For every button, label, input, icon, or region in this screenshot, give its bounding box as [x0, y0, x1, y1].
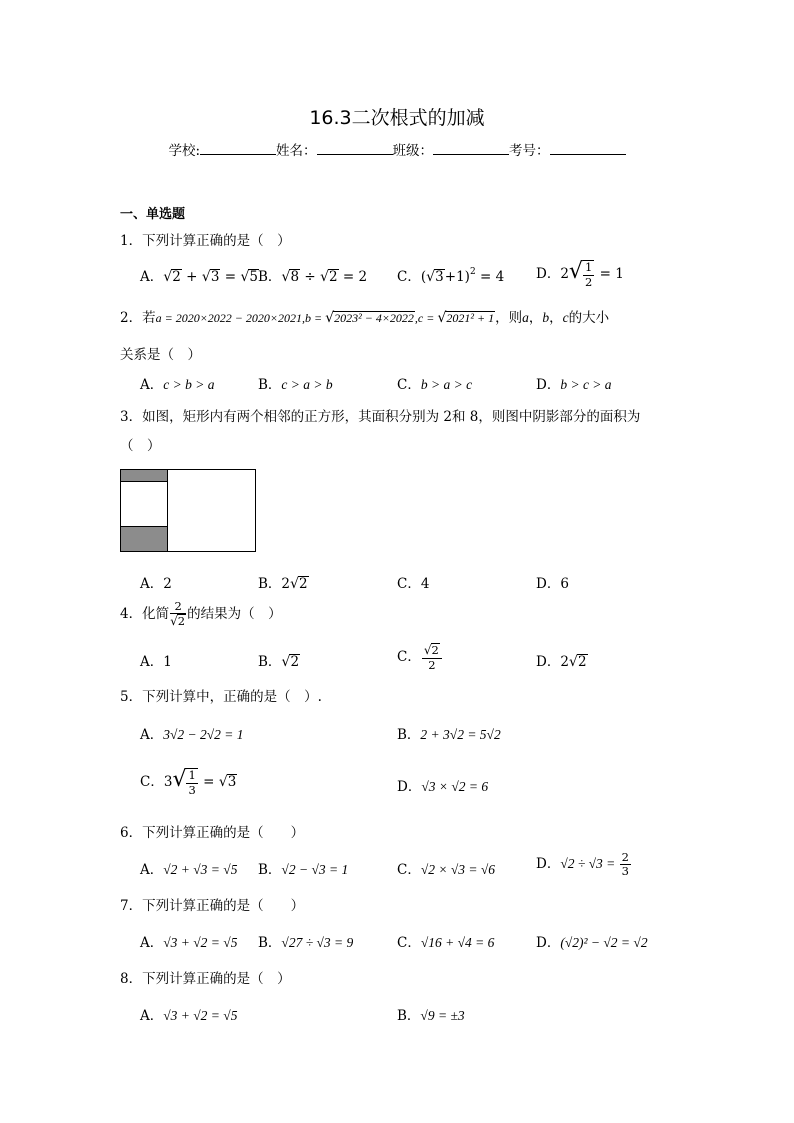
coef: 2 — [560, 654, 569, 670]
option-label: A． — [140, 935, 164, 951]
option-text: √16 + √4 = 6 — [420, 935, 495, 950]
q1-option-a[interactable]: A．√2 + √3 = √5 — [140, 269, 258, 285]
numerator: 2 — [621, 850, 629, 864]
option-text: √2 ÷ √3 = — [560, 856, 619, 872]
q5-option-a[interactable] — [140, 723, 244, 743]
radicand: 5 — [249, 269, 258, 285]
denominator: 2 — [428, 657, 436, 672]
numerator: 2 — [170, 600, 186, 614]
q5-option-b[interactable] — [397, 723, 501, 743]
option-label: D． — [536, 856, 561, 873]
q3-option-d[interactable]: D．6 — [536, 576, 569, 592]
option-label: A． — [140, 862, 164, 878]
question-5-stem: 5．下列计算中，正确的是（ ）. — [120, 689, 322, 705]
shaded-region-bottom — [121, 527, 167, 551]
q4-option-c[interactable]: C． $\frac{√2}{2}$ — [397, 643, 443, 672]
number-label: 考号： — [509, 143, 550, 159]
rectangle-figure — [120, 469, 256, 552]
q6-option-c[interactable] — [397, 858, 495, 878]
radicand: 2 — [328, 269, 338, 285]
option-label: B． — [258, 862, 282, 878]
q2-option-d[interactable] — [536, 373, 612, 393]
option-text: √3 + √2 = √5 — [163, 1008, 238, 1023]
option-text: b > c > a — [560, 377, 612, 392]
result: 4 — [495, 269, 505, 285]
q7-option-c[interactable] — [397, 931, 494, 951]
radicand: 3 — [227, 774, 237, 790]
student-info-line — [0, 139, 794, 159]
var: a — [522, 310, 529, 325]
class-blank[interactable] — [433, 142, 509, 155]
option-label: C． — [397, 269, 421, 285]
q7-option-d[interactable] — [536, 931, 648, 951]
q4-option-b[interactable]: B．√2 — [258, 654, 300, 670]
question-1-stem: 1．下列计算正确的是（ ） — [120, 233, 291, 249]
q3-option-b[interactable]: B．2√2 — [258, 576, 308, 592]
q6-option-a[interactable] — [140, 858, 237, 878]
option-label: C． — [397, 935, 421, 951]
radicand: 2 — [172, 269, 181, 285]
radicand: 2021² + 1 — [446, 311, 495, 325]
option-label: D． — [536, 654, 561, 670]
option-text: (√2)² − √2 = √2 — [560, 935, 648, 950]
q4-option-d[interactable]: D．2√2 — [536, 654, 587, 670]
section-heading: 一、单选题 — [120, 207, 186, 222]
question-2-stem: 2．若a = 2020×2022 − 2020×2021,b = √2023² − 4×2022,c = √2021² + 1，则a，b，c的大小 — [120, 310, 610, 326]
stem-part: 4．化简 — [120, 606, 170, 623]
option-label: B． — [258, 935, 282, 951]
radicand: 3 — [435, 269, 444, 285]
coef: 2 — [560, 266, 569, 282]
option-label: C． — [397, 377, 421, 393]
option-text: √2 + √3 = √5 — [163, 862, 238, 877]
q3-option-c[interactable]: C．4 — [397, 576, 430, 592]
q6-option-d[interactable] — [536, 851, 632, 878]
denominator: 3 — [188, 782, 196, 797]
q2-option-c[interactable] — [397, 373, 472, 393]
question-2-stem-cont: 关系是（ ） — [120, 347, 201, 363]
option-label: B． — [258, 654, 282, 670]
question-3-stem-cont: （ ） — [120, 438, 161, 454]
expr-b: b = — [304, 311, 326, 325]
stem-part: 2．若 — [120, 310, 156, 326]
radicand: 2 — [577, 654, 587, 670]
option-label: B． — [258, 576, 282, 592]
option-label: B． — [258, 269, 282, 285]
q2-option-b[interactable] — [258, 373, 333, 393]
q8-option-a[interactable] — [140, 1004, 237, 1024]
numerator: 1 — [584, 260, 593, 275]
coef: 3 — [163, 774, 173, 790]
question-7-stem: 7．下列计算正确的是（ ） — [120, 898, 305, 914]
q5-option-c[interactable]: C．3√ $\frac{1}{3}$ = √3 — [140, 767, 237, 797]
page-title: 16.3二次根式的加减 — [309, 107, 485, 129]
radicand: 2 — [299, 576, 308, 592]
q7-option-a[interactable] — [140, 931, 237, 951]
option-label: C． — [397, 649, 421, 666]
class-label: 班级： — [392, 143, 434, 159]
shaded-region-top — [121, 470, 167, 481]
option-label: A． — [140, 269, 164, 285]
option-label: D． — [536, 935, 561, 951]
option-text: √27 ÷ √3 = 9 — [281, 935, 354, 950]
option-label: B． — [397, 727, 421, 743]
q4-option-a[interactable]: A．1 — [140, 654, 172, 670]
q2-option-a[interactable] — [140, 373, 214, 393]
radicand: 2023² − 4×2022 — [334, 311, 414, 325]
square-edge — [121, 481, 167, 482]
radicand: 8 — [290, 269, 300, 285]
question-6-stem: 6．下列计算正确的是（ ） — [120, 825, 305, 841]
stem-part: 的大小 — [568, 310, 610, 326]
question-4-stem: 4．化简 $\frac{2}{√2}$ 的结果为（ ） — [120, 599, 282, 629]
option-label: C． — [397, 862, 421, 878]
name-blank[interactable] — [317, 142, 393, 155]
term: 1 — [456, 269, 465, 285]
question-8-stem: 8．下列计算正确的是（ ） — [120, 971, 291, 987]
q1-option-b[interactable]: B．√8 ÷ √2 = 2 — [258, 269, 368, 285]
option-text: √3 × √2 = 6 — [421, 779, 489, 794]
stem-part: ，则 — [495, 310, 523, 326]
denominator: 3 — [621, 864, 629, 879]
option-text: 2 + 3√2 = 5√2 — [420, 727, 501, 742]
expr-a: a = 2020×2022 − 2020×2021, — [155, 311, 305, 325]
exponent: 2 — [469, 267, 476, 277]
q5-option-d[interactable] — [397, 775, 488, 795]
q1-option-d[interactable]: D．2√ $\frac{1}{2}$ = 1 — [536, 259, 624, 289]
option-text: √2 × √3 = √6 — [420, 862, 496, 877]
option-label: B． — [258, 377, 282, 393]
option-label: D． — [397, 779, 422, 795]
var: b — [542, 310, 550, 325]
square-edge — [167, 470, 168, 551]
radicand: 3 — [210, 269, 220, 285]
q1-option-c[interactable]: C．$(√3+1)^2 = 4$ — [397, 267, 505, 285]
radicand: 2 — [431, 643, 439, 657]
option-label: A． — [140, 377, 164, 393]
q3-option-a[interactable]: A．2 — [140, 576, 172, 592]
option-text: √2 − √3 = 1 — [281, 862, 349, 877]
school-label: 学校: — [168, 143, 201, 159]
option-text: b > a > c — [420, 377, 473, 392]
question-3-stem: 3．如图，矩形内有两个相邻的正方形，其面积分别为 2和 8，则图中阴影部分的面积为 — [120, 409, 641, 425]
option-label: D． — [536, 266, 561, 282]
radicand: 2 — [177, 614, 186, 629]
option-label: D． — [536, 377, 561, 393]
q8-option-b[interactable] — [397, 1004, 465, 1024]
option-text: √3 + √2 = √5 — [163, 935, 238, 950]
option-text: c > a > b — [281, 377, 333, 392]
number-blank[interactable] — [550, 142, 626, 155]
var: c — [562, 310, 569, 325]
option-label: C． — [140, 774, 164, 790]
option-label: A． — [140, 727, 164, 743]
stem-part: 的结果为（ ） — [187, 606, 282, 623]
denominator: 2 — [584, 274, 593, 289]
result: 1 — [615, 266, 624, 282]
option-label: A． — [140, 1008, 164, 1024]
expr-c: ,c = — [414, 311, 438, 325]
school-blank[interactable] — [200, 142, 276, 155]
q7-option-b[interactable] — [258, 931, 353, 951]
result: 2 — [358, 269, 368, 285]
radicand: 2 — [290, 654, 300, 670]
numerator: 1 — [188, 768, 196, 783]
option-text: 3√2 − 2√2 = 1 — [163, 727, 244, 742]
option-text: c > b > a — [163, 377, 215, 392]
coef: 2 — [281, 576, 291, 592]
q6-option-b[interactable] — [258, 858, 348, 878]
option-label: B． — [397, 1008, 421, 1024]
name-label: 姓名： — [276, 143, 317, 159]
option-text: √9 = ±3 — [420, 1008, 465, 1023]
